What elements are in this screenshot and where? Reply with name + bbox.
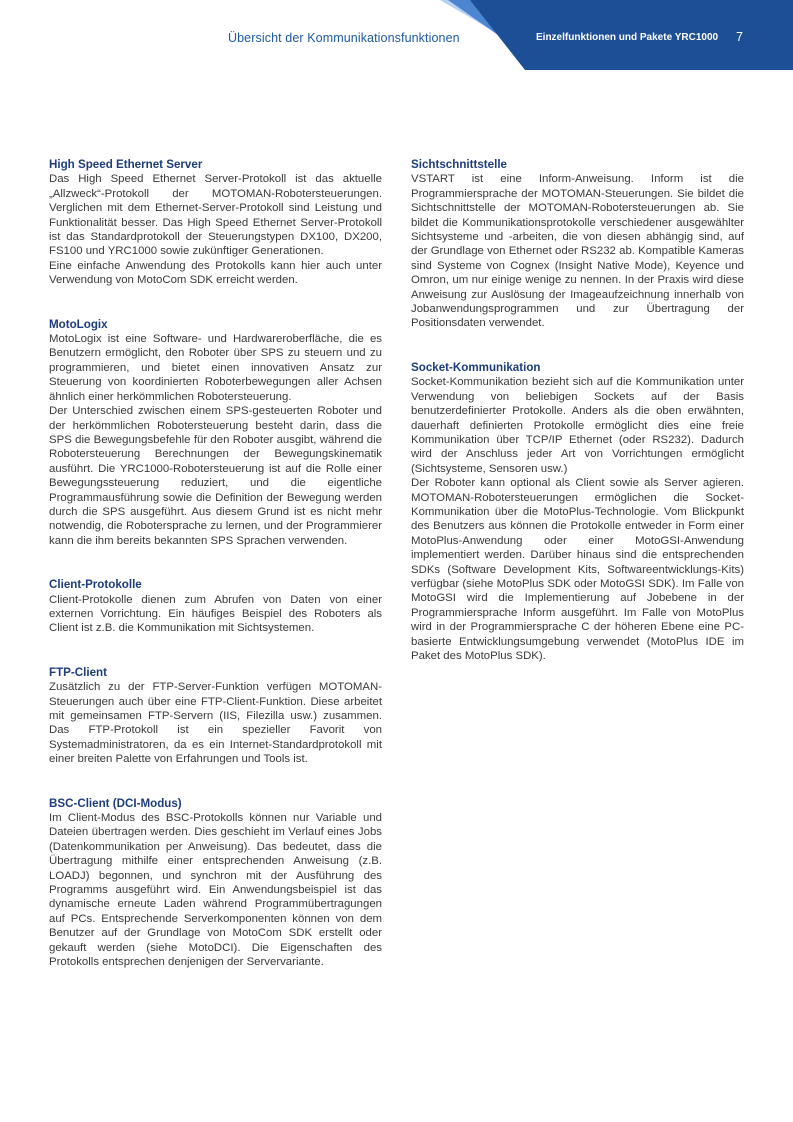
section-ftp-client — [49, 666, 382, 767]
section-sichtschnittstelle — [411, 158, 744, 331]
page-number: 7 — [736, 30, 743, 44]
right-column — [411, 158, 744, 693]
section-bsc-client — [49, 797, 382, 970]
section-title: Übersicht der Kommunikationsfunktionen — [228, 31, 460, 45]
section-high-speed-ethernet-server — [49, 158, 382, 288]
section-client-protokolle — [49, 578, 382, 636]
section-paragraph: VSTART ist eine Inform-Anweisung. Inform ist die Programmiersprache der MOTOMAN-Steuerungen. Sie bildet die Sichtschnittstelle der MOTOMAN-Robotersteuerungen ab. Sie bildet die Kommunikationsprotokolle verschiedener ausgewählter Sichtsysteme und -arbeiten, die von diesen abhängig sind, auf der Grundlage von Ethernet oder RS232 ab. Kompatible Kameras sind Systeme von Cognex (Insight Native Mode), Keyence und Omron, um nur einige wenige zu nennen. In der Praxis wird diese Anweisung zur Auslösung der Imageaufzeichnung innerhalb von Jobanwendungsprogrammen und zur Übertragung der Positionsdaten verwendet. — [411, 173, 744, 330]
left-column — [49, 158, 382, 1000]
section-heading: FTP-Client — [49, 665, 107, 679]
section-heading: High Speed Ethernet Server — [49, 158, 203, 171]
section-heading: Socket-Kommunikation — [411, 360, 541, 374]
section-socket-kommunikation — [411, 361, 744, 664]
section-paragraph: Im Client-Modus des BSC-Protokolls können nur Variable und Dateien übertragen werden. Dies geschieht im Verlauf eines Jobs (Datenkommunikation per Anweisung). Das bedeutet, dass die Übertragung mithilfe einer entsprechenden Anweisung (z.B. LOADJ) begonnen, und synchron mit der Ausführung des Programms ausgeführt wird. Ein Anwendungsbeispiel ist das dynamische erneute Laden während Programmübertragungen auf PCs. Entsprechende Serverkomponenten können von dem Benutzer auf der Grundlage von MotoCom SDK erstellt oder gekauft werden (siehe MotoDCI). Die Eigenschaften des Protokolls entsprechen denjenigen der Servervariante. — [49, 812, 382, 969]
section-heading: Client-Protokolle — [49, 578, 142, 592]
section-heading: MotoLogix — [49, 317, 108, 331]
section-paragraph: Socket-Kommunikation bezieht sich auf die Kommunikation unter Verwendung von beliebigen Sockets auf der Basis benutzerdefinierter Protokolle. Anders als die oben erwähnten, dauerhaft definierten Protokolle ermöglicht dies eine freie Kommunikation über TCP/IP Ethernet (oder RS232). Dadurch wird der Anschluss jeder Art von Vorrichtungen ermöglicht (Sichtsysteme, Sensoren usw.) — [411, 376, 744, 475]
section-paragraph: Zusätzlich zu der FTP-Server-Funktion verfügen MOTOMAN-Steuerungen auch über eine FTP-Client-Funktion. Diese arbeitet mit gemeinsamen FTP-Servern (IIS, Filezilla usw.) zusammen. Das FTP-Protokoll ist ein spezieller Favorit von Systemadministratoren, da es ein Internet-Standardprotokoll mit einer breiten Palette von Erfahrungen und Tools ist. — [49, 681, 382, 766]
section-paragraph: MotoLogix ist eine Software- und Hardwareroberfläche, die es Benutzern ermöglicht, den Roboter über SPS zu steuern und zu programmieren, und bietet einen innovativen Ansatz zur Steuerung von koordinierten Roboterbewegungen aller Achsen ähnlich einer herkömmlichen Robotersteuerung. — [49, 333, 382, 403]
section-paragraph: Eine einfache Anwendung des Protokolls kann hier auch unter Verwendung von MotoCom SDK erreicht werden. — [49, 259, 382, 287]
section-heading: Sichtschnittstelle — [411, 158, 507, 171]
section-paragraph: Das High Speed Ethernet Server-Protokoll ist das aktuelle „Allzweck“-Protokoll der MOTOMAN-Robotersteuerungen. Verglichen mit dem Ethernet-Server-Protokoll sind Leistung und Funktionalität besser. Das High Speed Ethernet Server-Protokoll ist das Standardprotokoll der Steuerungstypen DX100, DX200, FS100 und YRC1000 sowie zukünftiger Generationen. — [49, 173, 382, 258]
chapter-title: Einzelfunktionen und Pakete YRC1000 — [536, 32, 719, 43]
section-paragraph: Der Roboter kann optional als Client sowie als Server agieren. MOTOMAN-Robotersteuerungen ermöglichen die Socket-Kommunikation über die MotoPlus-Technologie. Vom Blickpunkt des Benutzers aus können die Protokolle entweder in Form einer MotoPlus-Anwendung oder einer MotoGSI-Anwendung implementiert werden. Darüber hinaus sind die entsprechenden SDKs (Software Development Kits, Softwareentwicklungs-Kits) verfügbar (siehe MotoPlus SDK oder MotoGSI SDK). Im Falle von MotoGSI wird die Implementierung auf Jobebene in der Programmiersprache Inform ausgeführt. Im Falle von MotoPlus wird in der Programmiersprache C der höheren Ebene eine PC-basierte Entwicklungsumgebung verwendet (MotoPlus IDE im Paket des MotoPlus SDK). — [411, 477, 744, 662]
section-paragraph: Client-Protokolle dienen zum Abrufen von Daten von einer externen Vorrichtung. Ein häufiges Beispiel des Roboters als Client ist z.B. die Kommunikation mit Sichtsystemen. — [49, 593, 382, 635]
section-motologix — [49, 318, 382, 549]
section-heading: BSC-Client (DCI-Modus) — [49, 796, 182, 810]
section-paragraph: Der Unterschied zwischen einem SPS-gesteuerten Roboter und der herkömmlichen Robotersteuerung besteht darin, dass die SPS die Bewegungsbefehle für den Roboter ausgibt, während die Robotersteuerung Berechnungen der Bewegungskinematik ausführt. Die YRC1000-Robotersteuerung ist auf die Rolle einer Bewegungssteuerung reduziert, und die eigentliche Programmausführung sowie die Definition der Bewegung werden durch die SPS ausgeführt. Aus diesem Grund ist es nicht mehr notwendig, die Robotersprache zu lernen, und der Programmierer kann die ihm bereits bekannten SPS Sprachen verwenden. — [49, 405, 382, 547]
